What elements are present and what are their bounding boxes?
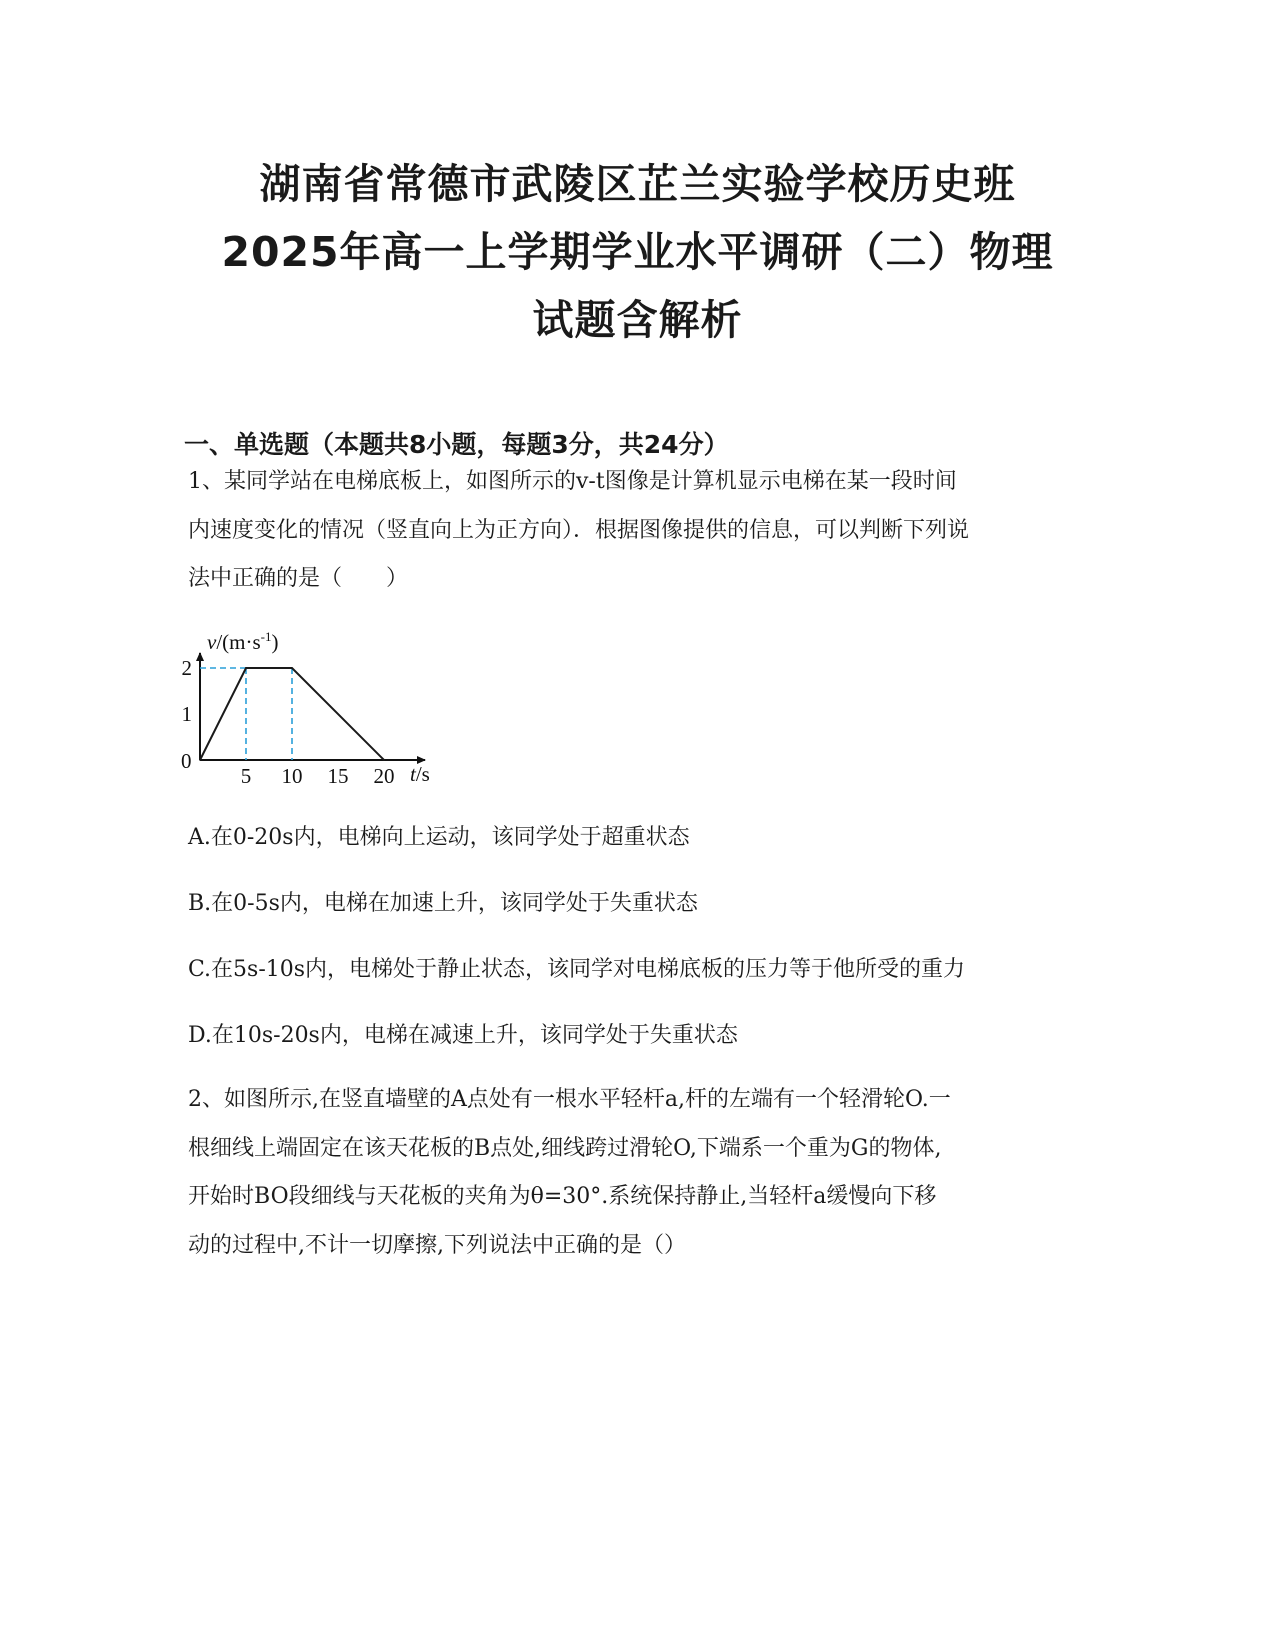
x-tick-label-10: 10: [281, 764, 303, 788]
x-tick-label-20: 20: [373, 764, 395, 788]
title-line-1: 湖南省常德市武陵区芷兰实验学校历史班: [259, 160, 1016, 208]
q1-line-2: 内速度变化的情况（竖直向上为正方向）．根据图像提供的信息，可以判断下列说: [188, 517, 970, 543]
data-point-5: [245, 667, 247, 669]
q2-line-3: 开始时BO段细线与天花板的夹角为θ=30°.系统保持静止,当轻杆a缓慢向下移: [188, 1184, 937, 1209]
origin-label: 0: [181, 749, 192, 773]
section-heading: 一、单选题（本题共8小题，每题3分，共24分）: [184, 430, 729, 459]
y-tick-label-2: 2: [181, 656, 192, 680]
q2-line-2: 根细线上端固定在该天花板的B点处,细线跨过滑轮O,下端系一个重为G的物体,: [188, 1135, 942, 1161]
q1-option-a: A.在0-20s内，电梯向上运动，该同学处于超重状态: [188, 825, 690, 850]
question-2-stem: [188, 1076, 1088, 1270]
x-tick-label-5: 5: [240, 764, 252, 788]
x-axis-label-unit: /s: [415, 762, 430, 786]
q2-line-1: 2、如图所示,在竖直墙壁的A点处有一根水平轻杆a,杆的左端有一个轻滑轮O.一: [188, 1087, 951, 1112]
x-axis-label-var: t: [410, 762, 416, 786]
q1-option-d: D.在10s-20s内，电梯在减速上升，该同学处于失重状态: [188, 1023, 738, 1048]
document-title: [150, 150, 1125, 354]
q1-line-3: 法中正确的是（ ）: [188, 566, 409, 591]
y-axis-label-var: v: [207, 630, 217, 654]
y-axis-label: [207, 629, 279, 654]
question-1-stem: [188, 458, 1088, 604]
y-tick-label-1: 1: [181, 702, 192, 726]
title-line-2: 2025年高一上学期学业水平调研（二）物理: [221, 228, 1054, 276]
title-line-3: 试题含解析: [532, 296, 743, 344]
q1-line-1: 1、某同学站在电梯底板上，如图所示的v-t图像是计算机显示电梯在某一段时间: [188, 469, 957, 494]
y-axis-label-exp: -1: [260, 629, 272, 644]
data-point-10: [291, 667, 293, 669]
data-point-20: [383, 759, 385, 761]
q1-option-b: B.在0-5s内，电梯在加速上升，该同学处于失重状态: [188, 891, 698, 916]
q2-line-4: 动的过程中,不计一切摩擦,下列说法中正确的是（）: [188, 1232, 686, 1258]
y-axis-label-close: ): [271, 630, 279, 654]
q1-option-c: C.在5s-10s内，电梯处于静止状态，该同学对电梯底板的压力等于他所受的重力: [188, 957, 966, 982]
data-point-0: [199, 759, 201, 761]
x-axis-label: [410, 762, 430, 786]
y-axis-label-unit: /(m·s: [216, 630, 261, 654]
x-tick-label-15: 15: [327, 764, 349, 788]
